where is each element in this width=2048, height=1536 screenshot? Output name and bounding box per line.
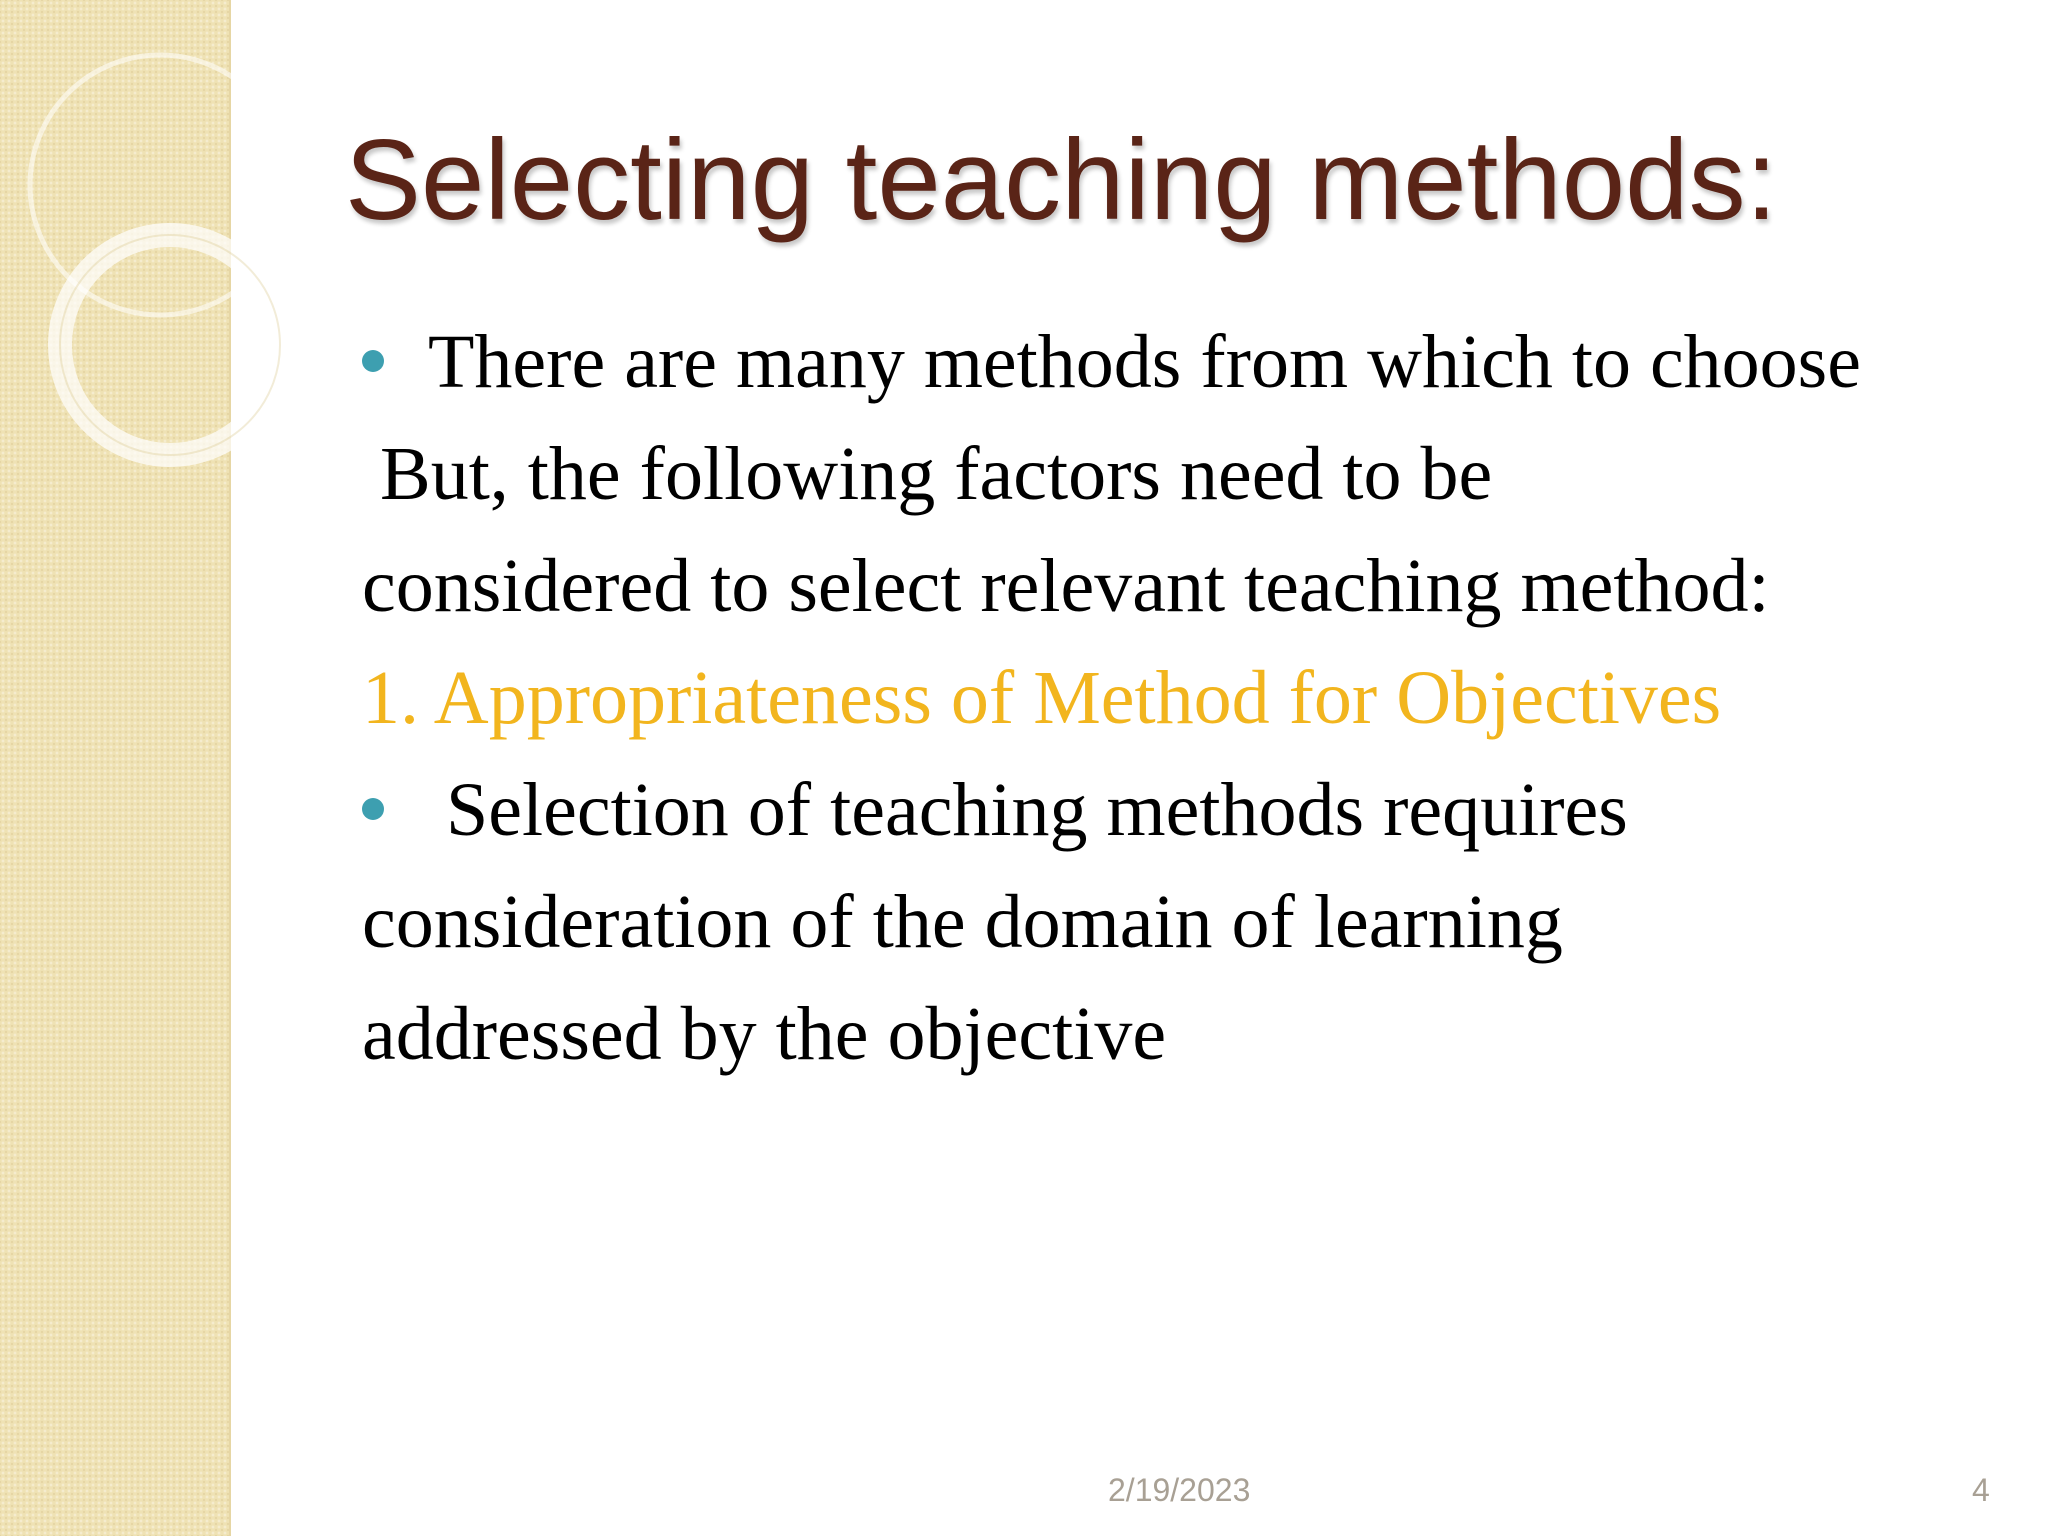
slide-title: Selecting teaching methods: — [345, 117, 1778, 244]
section-heading: 1. Appropriateness of Method for Objectives — [362, 656, 1722, 740]
decorative-circles — [0, 0, 380, 520]
bullet-dot-icon — [362, 350, 384, 372]
bullet-text: There are many methods from which to choose — [428, 320, 1861, 404]
bullet-item — [362, 306, 2002, 418]
footer-page-number: 4 — [1972, 1472, 1990, 1508]
body-line: But, the following factors need to be — [380, 432, 1493, 516]
body-line: addressed by the objective — [362, 992, 1167, 1076]
bullet-item — [362, 754, 2002, 866]
slide-body — [362, 306, 2002, 1090]
bullet-text: Selection of teaching methods requires — [446, 768, 1628, 852]
bullet-dot-icon — [362, 798, 384, 820]
footer-date: 2/19/2023 — [1108, 1472, 1251, 1508]
body-line: consideration of the domain of learning — [362, 880, 1563, 964]
body-line: considered to select relevant teaching method: — [362, 544, 1770, 628]
